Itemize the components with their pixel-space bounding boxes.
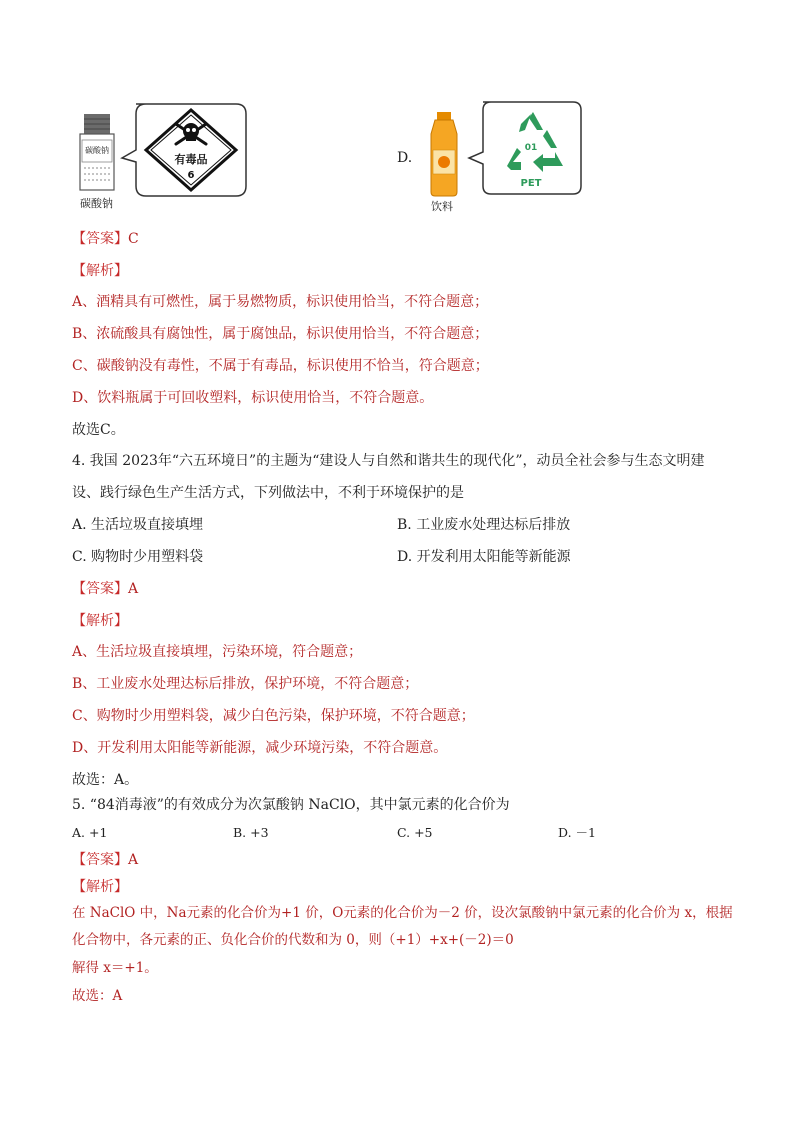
q4-stem-line2: 设、践行绿色生产生活方式，下列做法中，不利于环境保护的是 (72, 485, 464, 501)
q5-answer-label: 【答案】 (72, 852, 128, 868)
q4-option-a: A. 生活垃圾直接填埋 (72, 517, 204, 533)
q5-option-d: D. －1 (558, 825, 596, 840)
q4-answer-label: 【答案】 (72, 581, 128, 597)
q3-analysis-c: C、碳酸钠没有毒性，不属于有毒品，标识使用不恰当，符合题意； (72, 358, 489, 374)
sign-number: 6 (187, 170, 195, 181)
sign-text: 有毒品 (174, 153, 208, 166)
q3-analysis-label: 【解析】 (72, 263, 128, 279)
q5-option-b: B. +3 (233, 825, 269, 840)
q4-conclusion: 故选：A。 (72, 772, 139, 788)
q5-stem: 5. “84消毒液”的有效成分为次氯酸钠 NaClO，其中氯元素的化合价为 (72, 797, 510, 813)
drink-bottle-icon (431, 112, 457, 196)
q5-conclusion: 故选：A (72, 988, 123, 1004)
q5-option-a: A. +1 (72, 825, 108, 840)
q4-analysis-a: A、生活垃圾直接填埋，污染环境，符合题意； (72, 644, 363, 660)
q5-answer-value: A (128, 852, 139, 868)
q5-analysis-label: 【解析】 (72, 879, 128, 895)
option-d-letter: D. (397, 150, 413, 166)
q4-option-d: D. 开发利用太阳能等新能源 (397, 549, 571, 565)
q4-analysis-b: B、工业废水处理达标后排放，保护环境，不符合题意； (72, 676, 419, 692)
recycle-code: PET (520, 178, 542, 189)
q5-analysis-line2: 化合物中，各元素的正、负化合价的代数和为 0，则（+1）+x+(－2)＝0 (72, 932, 514, 948)
q3-conclusion: 故选C。 (72, 422, 125, 438)
q5-analysis-line3: 解得 x＝+1。 (72, 960, 158, 976)
q4-analysis-c: C、购物时少用塑料袋，减少白色污染，保护环境，不符合题意； (72, 708, 475, 724)
recycle-number: 01 (524, 143, 538, 153)
bottle-label: 碳酸钠 (85, 146, 109, 155)
q4-stem-line1: 4. 我国 2023年“六五环境日”的主题为“建设人与自然和谐共生的现代化”，动员全社会参与生态文明建 (72, 453, 705, 469)
figure-d-caption: 饮料 (431, 200, 453, 213)
figure-drink (425, 100, 585, 215)
q5-answer (72, 849, 138, 869)
q3-analysis-a: A、酒精具有可燃性，属于易燃物质，标识使用恰当，不符合题意； (72, 294, 489, 310)
q3-answer-value: C (128, 231, 139, 247)
q3-analysis-d: D、饮料瓶属于可回收塑料，标识使用恰当，不符合题意。 (72, 390, 434, 406)
q5-option-c: C. +5 (397, 825, 433, 840)
q4-answer-value: A (128, 581, 139, 597)
q4-option-b: B. 工业废水处理达标后排放 (397, 517, 571, 533)
q4-option-c: C. 购物时少用塑料袋 (72, 549, 204, 565)
q4-answer (72, 578, 138, 598)
q3-answer (72, 228, 139, 248)
q4-analysis-d: D、开发利用太阳能等新能源，减少环境污染，不符合题意。 (72, 740, 448, 756)
q3-answer-label: 【答案】 (72, 231, 128, 247)
q4-analysis-label: 【解析】 (72, 613, 128, 629)
figure-c-caption: 碳酸钠 (80, 197, 113, 210)
figure-sodium-carbonate (76, 100, 256, 215)
q3-analysis-b: B、浓硫酸具有腐蚀性，属于腐蚀品，标识使用恰当，不符合题意； (72, 326, 489, 342)
q5-analysis-line1: 在 NaClO 中，Na元素的化合价为+1 价，O元素的化合价为－2 价，设次氯酸钠中氯元素的化合价为 x，根据 (72, 905, 733, 921)
